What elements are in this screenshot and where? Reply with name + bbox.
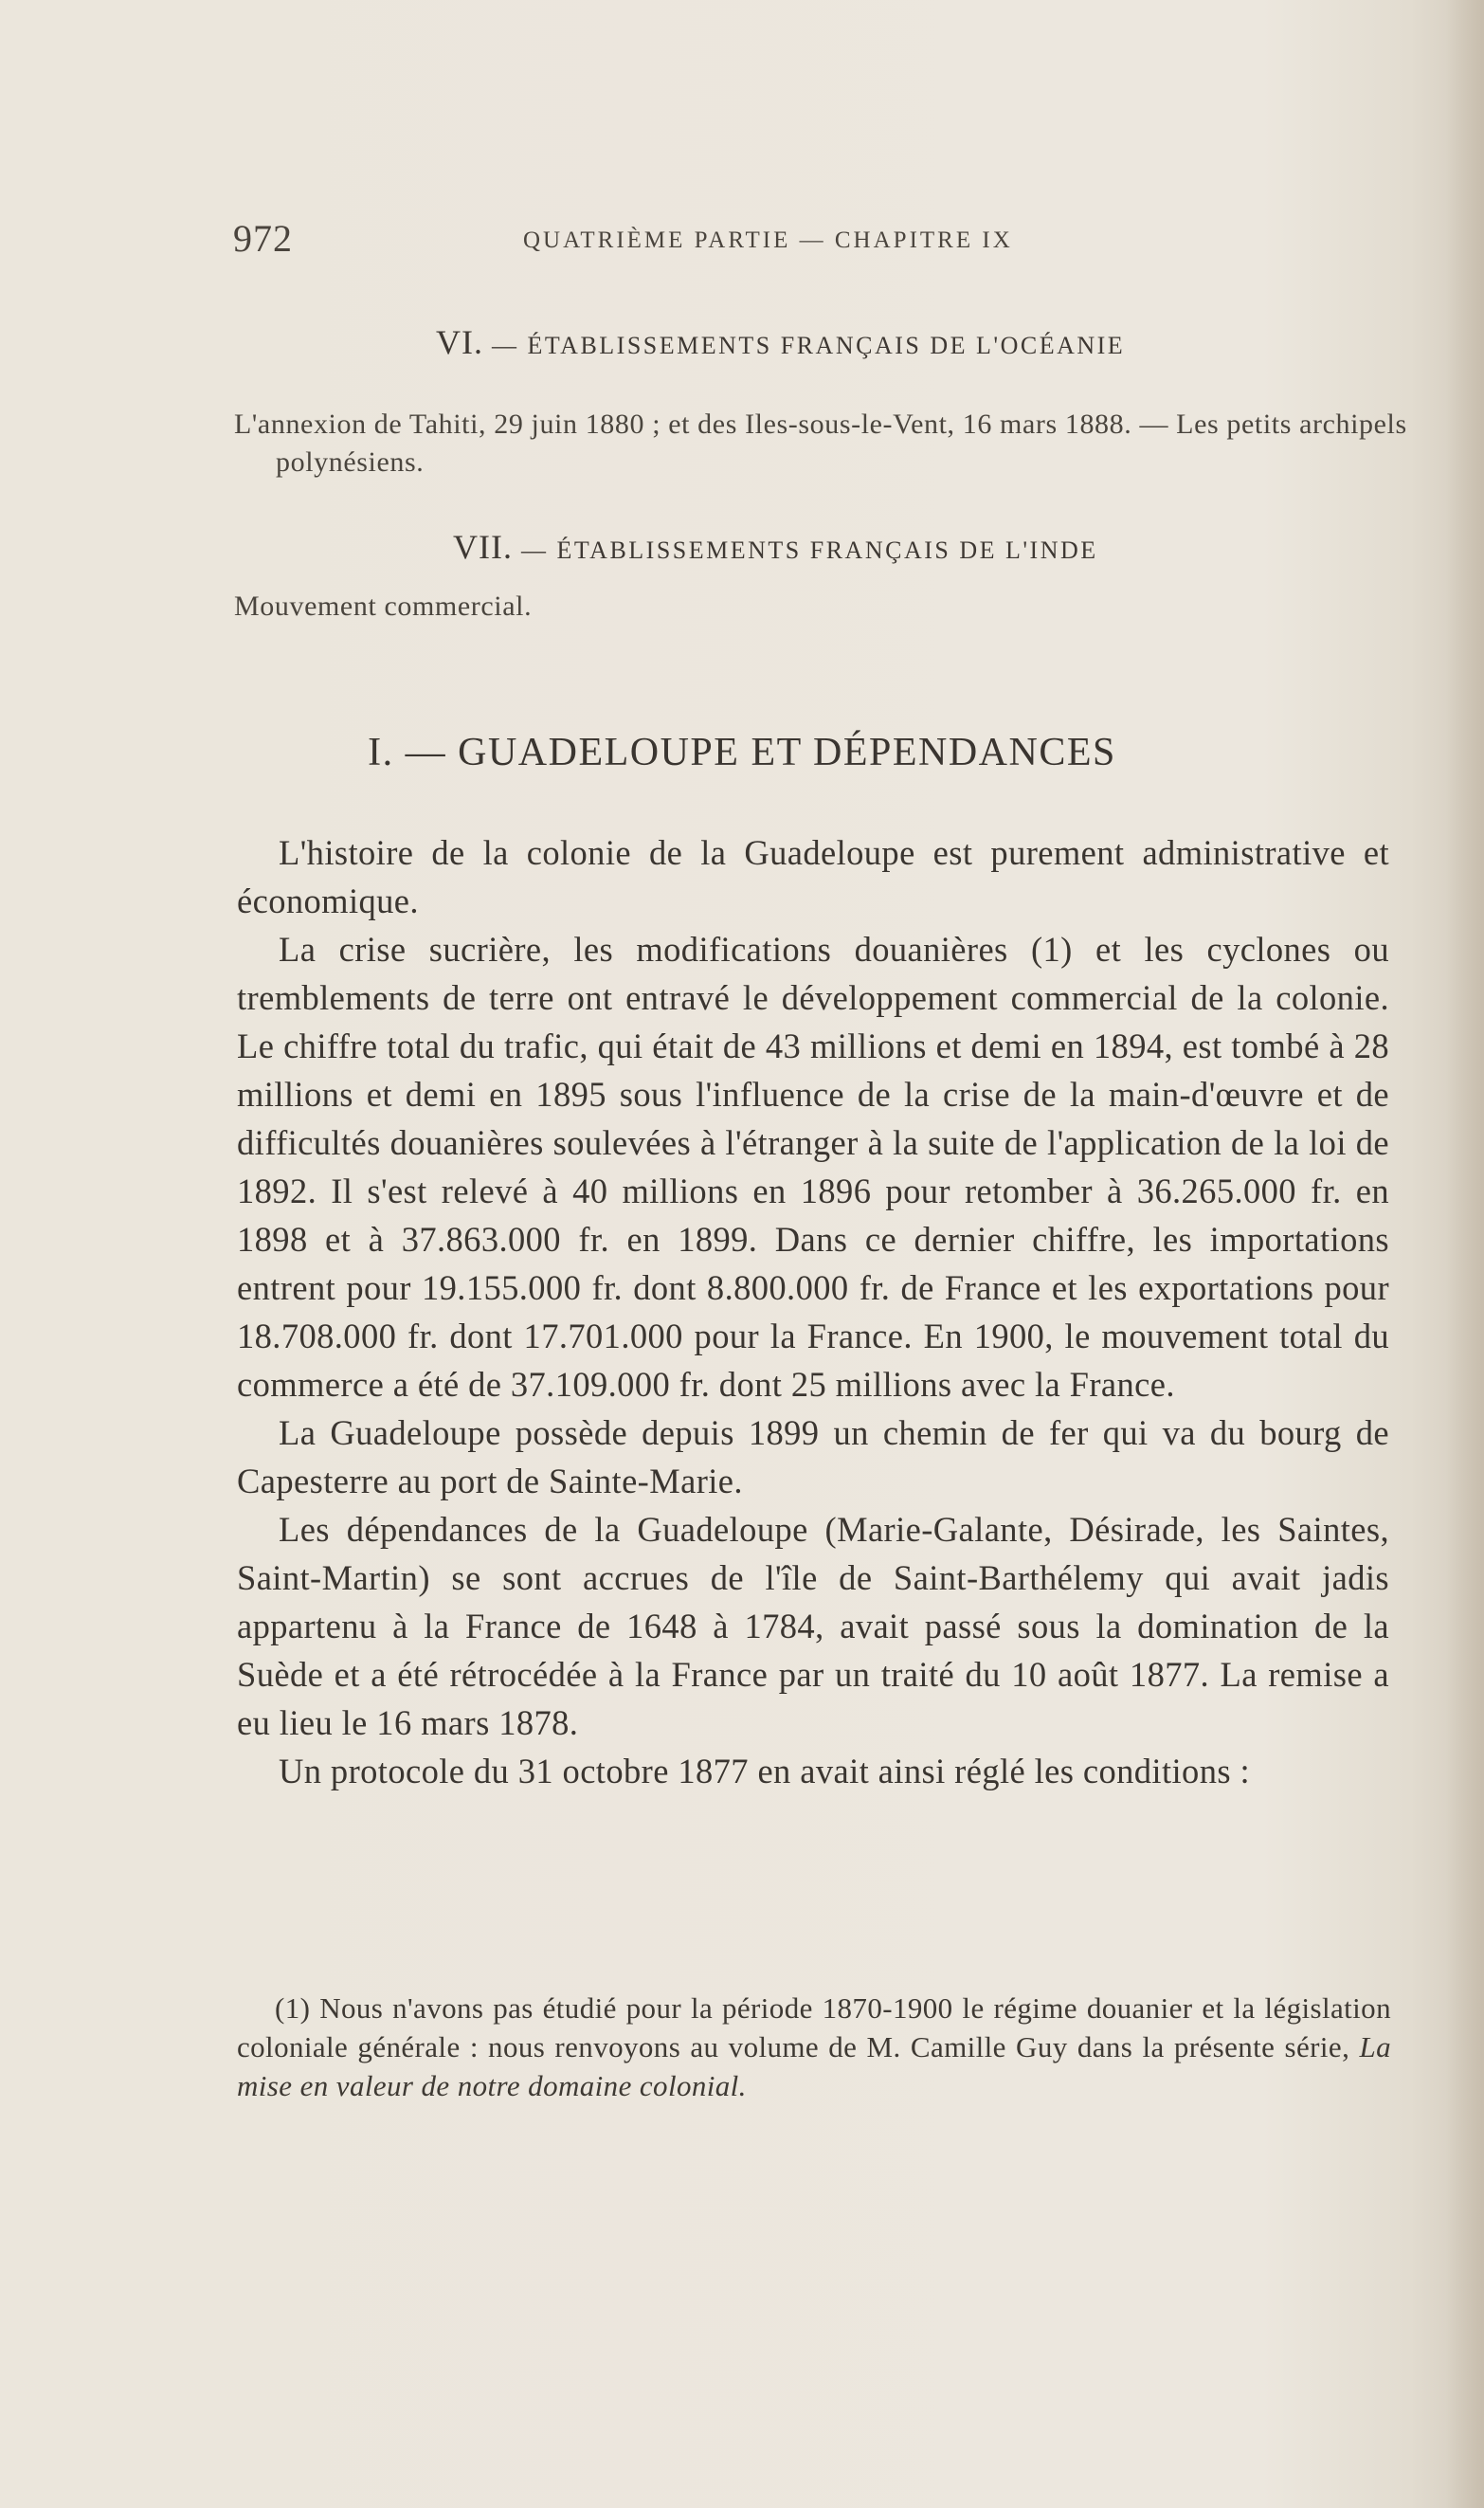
page-number: 972 (233, 217, 293, 260)
footnote-text: (1) Nous n'avons pas étudié pour la période 1870-1900 le régime douanier et la législation coloniale générale : nous renvoyons au volume de M. Camille Guy dans la présente série, (237, 1991, 1391, 2063)
section-summary-vii: Mouvement commercial. (234, 591, 533, 622)
section-heading-vii (453, 527, 1098, 567)
section-summary-vi: L'annexion de Tahiti, 29 juin 1880 ; et des Iles-sous-le-Vent, 16 mars 1888. — Les petits archipels polynésiens. (234, 409, 1407, 478)
footnote-title: La mise en valeur de notre domaine colonial. (237, 2030, 1391, 2102)
section-heading-vi (436, 322, 1125, 362)
paragraph: La crise sucrière, les modifications douanières (1) et les cyclones ou tremblements de terre ont entravé le développement commercial de la colonie. Le chiffre total du trafic, qui était de 43 millions et demi en 1894, est tombé à 28 millions et demi en 1895 sous l'influence de la crise de la main-d'œuvre et de difficultés douanières soulevées à l'étranger à la suite de l'application de la loi de 1892. Il s'est relevé à 40 millions en 1896 pour retomber à 36.265.000 fr. en 1898 et à 37.863.000 fr. en 1899. Dans ce dernier chiffre, les importations entrent pour 19.155.000 fr. dont 8.800.000 fr. de France et les exportations pour 18.708.000 fr. dont 17.701.000 pour la France. En 1900, le mouvement total du commerce a été de 37.109.000 fr. dont 25 millions avec la France. (237, 930, 1389, 1404)
running-title: QUATRIÈME PARTIE — CHAPITRE IX (523, 227, 1013, 253)
paragraph: Un protocole du 31 octobre 1877 en avait ainsi réglé les conditions : (279, 1752, 1251, 1790)
paragraph: La Guadeloupe possède depuis 1899 un chemin de fer qui va du bourg de Capesterre au port de Sainte-Marie. (237, 1413, 1389, 1500)
body-text (237, 828, 1389, 1795)
paragraph: Les dépendances de la Guadeloupe (Marie-Galante, Désirade, les Saintes, Saint-Martin) se sont accrues de l'île de Saint-Barthélemy qui avait jadis appartenu à la France de 1648 à 1784, avait passé sous la domination de la Suède et a été rétrocédée à la France par un traité du 10 août 1877. La remise a eu lieu le 16 mars 1878. (237, 1510, 1389, 1742)
section-title: — ÉTABLISSEMENTS FRANÇAIS DE L'OCÉANIE (492, 332, 1126, 359)
section-number: VI. (436, 323, 483, 361)
page-edge-shadow (1446, 0, 1484, 2508)
section-number: VII. (453, 528, 513, 566)
chapter-heading: I. — GUADELOUPE ET DÉPENDANCES (368, 731, 1116, 774)
section-title: — ÉTABLISSEMENTS FRANÇAIS DE L'INDE (520, 536, 1098, 564)
footnote (237, 1989, 1391, 2105)
footnote-paragraph (237, 1989, 1391, 2105)
paragraph: L'histoire de la colonie de la Guadeloupe est purement administrative et économique. (237, 833, 1389, 920)
running-head (0, 216, 1484, 273)
